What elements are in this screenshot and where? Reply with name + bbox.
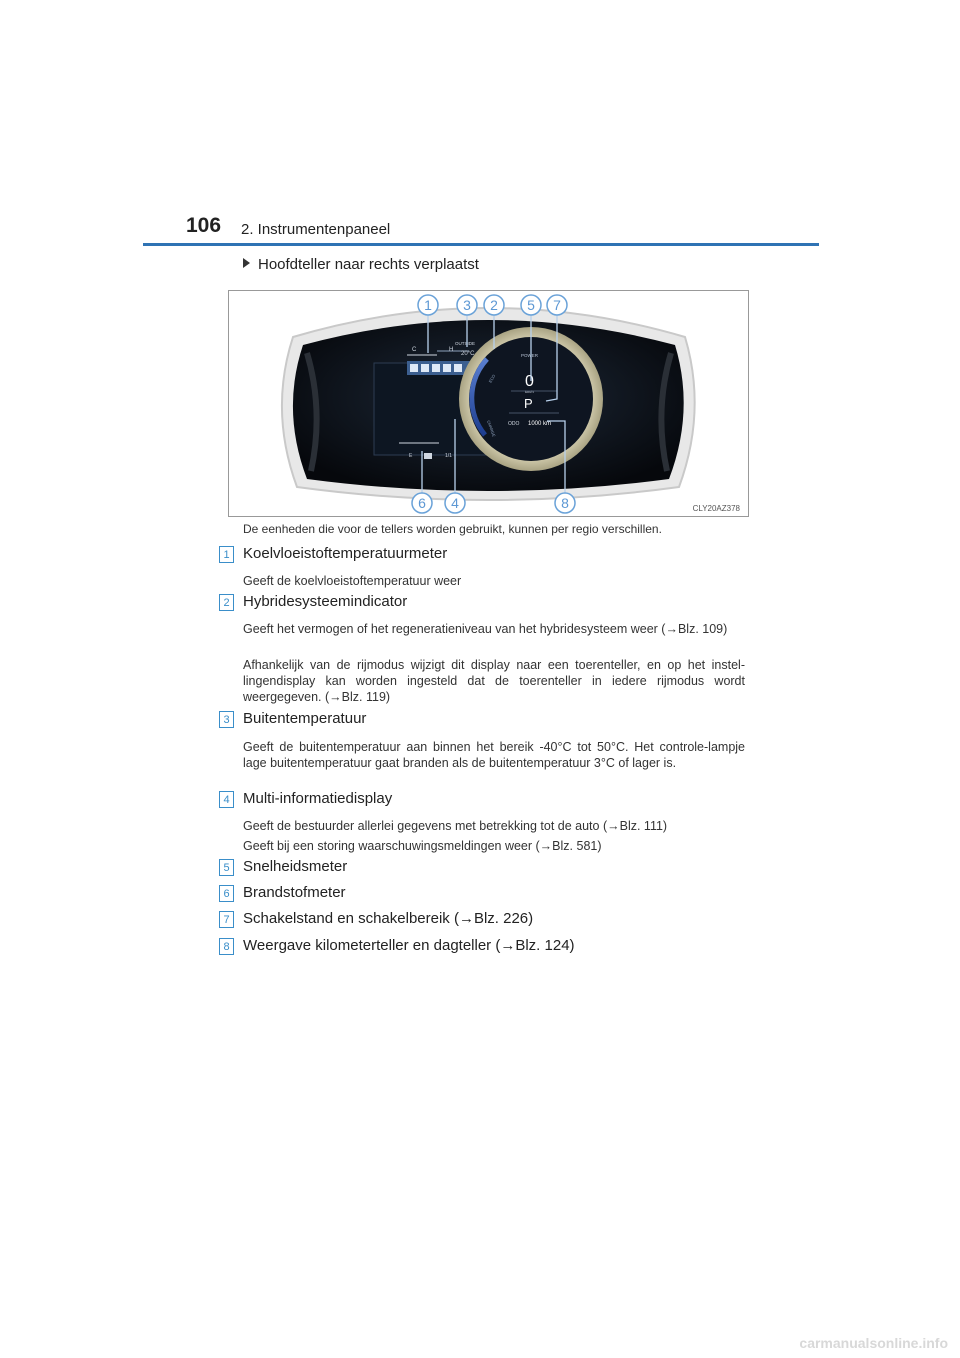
fuel-full-label: 1/1 (445, 453, 452, 459)
callout-8: 8 (561, 495, 569, 511)
callout-6: 6 (418, 495, 426, 511)
item-title: Buitentemperatuur (243, 710, 367, 727)
item-description: Afhankelijk van de rijmodus wijzigt dit display naar een toerenteller, en op het instel-lingendisplay kan worden ingesteld dat de toerenteller in iedere rijmodus wordt weergegeven. (→Blz. 119) (243, 658, 745, 704)
gear-indicator: P (524, 396, 533, 411)
figure-caption: De eenheden die voor de tellers worden gebruikt, kunnen per regio verschillen. (243, 522, 662, 536)
header-rule (143, 243, 819, 246)
item-description: Geeft het vermogen of het regeneratieniveau van het hybridesysteem weer (→Blz. 109) (243, 622, 728, 636)
figure-code: CLY20AZ378 (692, 504, 740, 513)
page-number: 106 (186, 214, 222, 237)
item-number-badge: 2 (219, 594, 234, 611)
callout-2: 2 (490, 297, 498, 313)
watermark: carmanualsonline.info (799, 1335, 948, 1351)
speed-unit: km/h (525, 389, 534, 394)
power-label: POWER (521, 353, 539, 358)
sub-heading-text: Hoofdteller naar rechts verplaatst (258, 256, 479, 273)
item-title: Snelheidsmeter (243, 858, 348, 875)
item-title: Koelvloeistoftemperatuurmeter (243, 545, 448, 562)
callout-4: 4 (451, 495, 459, 511)
callout-1: 1 (424, 297, 432, 313)
item-description: Geeft de koelvloeistoftemperatuur weer (243, 574, 462, 588)
chapter-title: 2. Instrumentenpaneel (241, 221, 391, 238)
item-title: Schakelstand en schakelbereik (→Blz. 226) (243, 910, 534, 927)
callout-5: 5 (527, 297, 535, 313)
eco-label: ECO (487, 373, 497, 384)
instrument-cluster-figure (228, 290, 749, 517)
speed-value: 0 (525, 373, 534, 390)
instrument-cluster-illustration (229, 291, 748, 516)
item-number-badge: 7 (219, 911, 234, 928)
fuel-empty-label: E (409, 453, 413, 459)
triangle-bullet-icon (243, 258, 250, 268)
item-number-badge: 6 (219, 885, 234, 902)
temp-cold-label: C (412, 347, 417, 353)
item-title: Brandstofmeter (243, 884, 346, 901)
item-description: Geeft de buitentemperatuur aan binnen het bereik -40°C tot 50°C. Het controle-lampje lage buitentemperatuur gaat branden als de buitentemperatuur 3°C of lager is. (243, 740, 745, 770)
callout-7: 7 (553, 297, 561, 313)
odometer-value: 1000 km (528, 421, 552, 427)
item-number-badge: 1 (219, 546, 234, 563)
outside-label: OUTSIDE (455, 341, 476, 346)
outside-temp-value: 20°C (461, 351, 475, 357)
svg-text:ODO: ODO (508, 421, 520, 427)
sub-heading (243, 256, 479, 273)
callout-3: 3 (463, 297, 471, 313)
item-number-badge: 8 (219, 938, 234, 955)
item-description: Geeft bij een storing waarschuwingsmeldingen weer (→Blz. 581) (243, 839, 602, 853)
item-description: Geeft de bestuurder allerlei gegevens met betrekking tot de auto (→Blz. 111) (243, 819, 668, 833)
charge-label: CHARGE (486, 419, 497, 438)
item-title: Weergave kilometerteller en dagteller (→Blz. 124) (243, 937, 575, 954)
item-title: Hybridesysteemindicator (243, 593, 408, 610)
temp-hot-label: H (449, 347, 454, 353)
item-number-badge: 4 (219, 791, 234, 808)
item-number-badge: 3 (219, 711, 234, 728)
item-title: Multi-informatiedisplay (243, 790, 393, 807)
item-number-badge: 5 (219, 859, 234, 876)
